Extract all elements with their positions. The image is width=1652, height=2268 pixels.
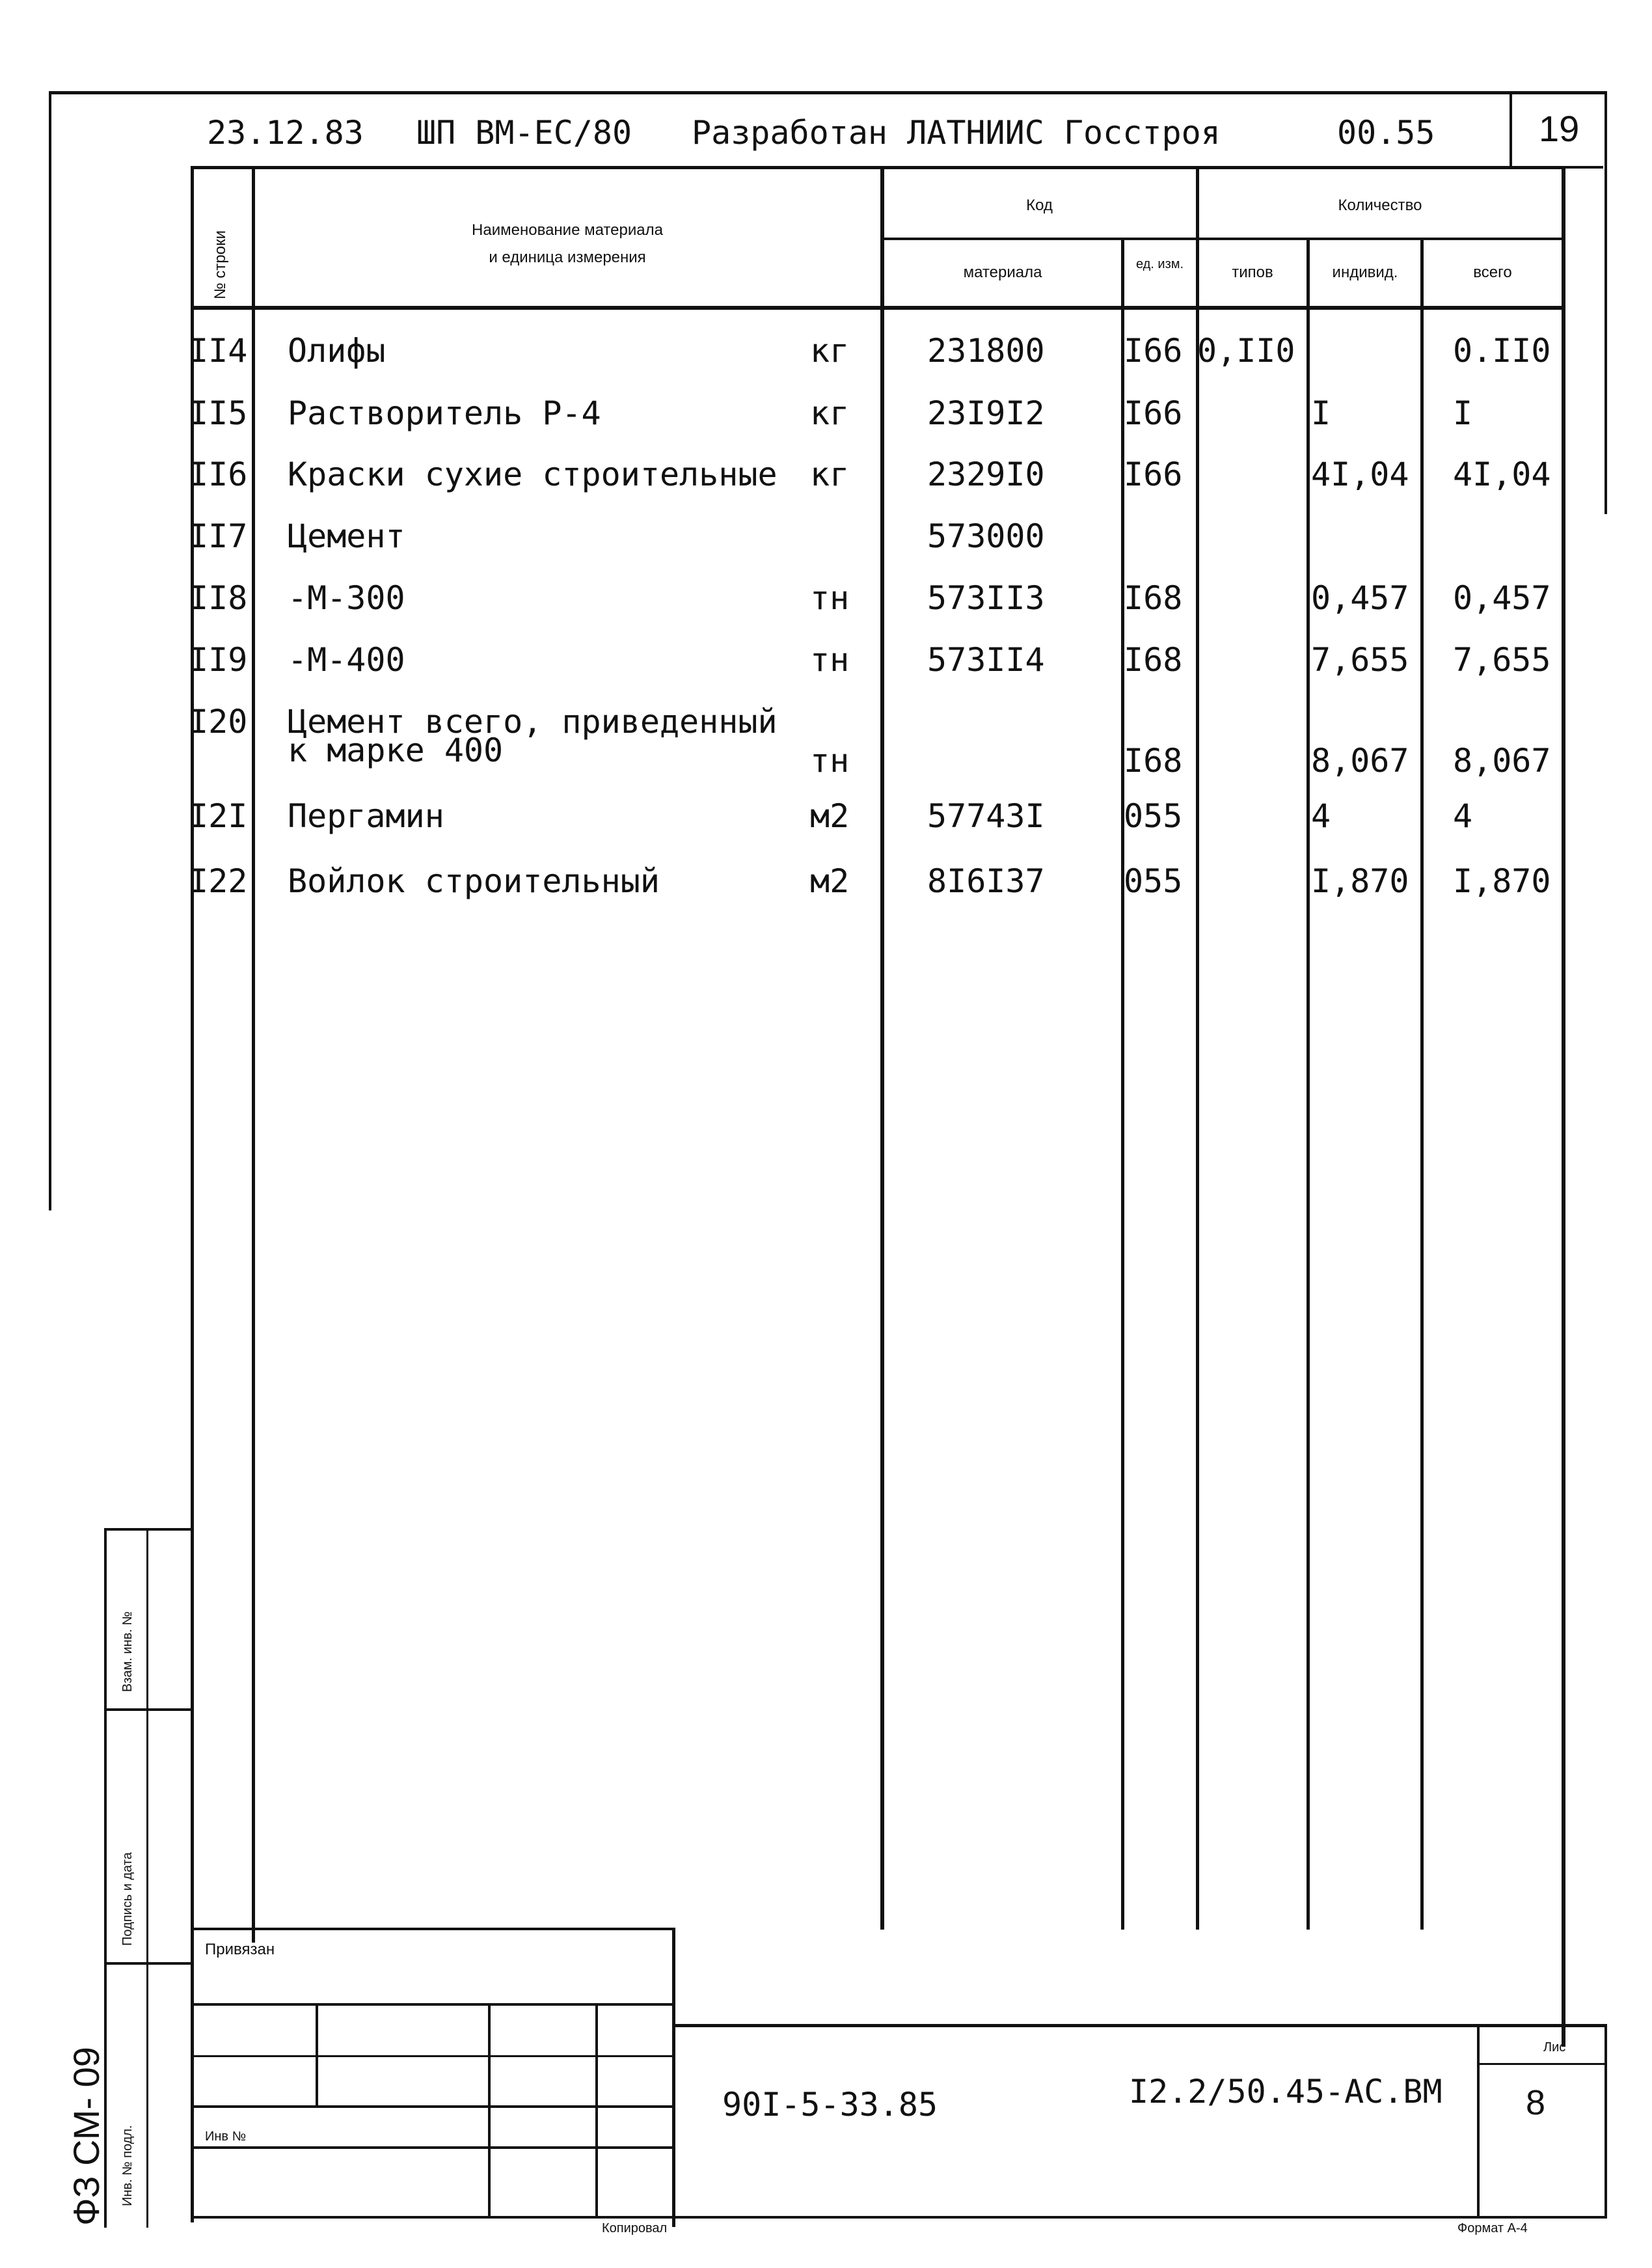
stamp-sheet-left xyxy=(1477,2024,1480,2218)
col-qty-ind-header: индивид. xyxy=(1332,264,1398,281)
row-number: I20 xyxy=(189,703,248,741)
header-system: ШП ВМ-ЕС/80 xyxy=(416,114,632,152)
frame-left-outer xyxy=(49,91,51,1210)
row-unit: тн xyxy=(810,579,850,617)
frame-right-outer xyxy=(1605,91,1607,514)
stamp-grid-h1 xyxy=(192,2003,673,2006)
row-qty-total: 4 xyxy=(1453,797,1473,835)
row-number: II4 xyxy=(189,332,248,370)
stamp-main-bottom xyxy=(192,2216,1607,2219)
row-material-code: 573000 xyxy=(927,517,1045,555)
row-material-code: 23I9I2 xyxy=(927,394,1045,432)
row-material-name: Цемент всего, приведенный xyxy=(288,703,778,741)
col-line-4 xyxy=(1196,166,1199,1930)
row-qty-ind: 0,457 xyxy=(1311,579,1409,617)
row-number: II6 xyxy=(189,456,248,493)
row-qty-total: 0.II0 xyxy=(1453,332,1551,370)
side-mid-line xyxy=(146,1528,148,2228)
header-date: 23.12.83 xyxy=(207,114,364,152)
row-qty-total: I,870 xyxy=(1453,862,1551,900)
row-material-name: -М-400 xyxy=(288,641,405,679)
row-material-name: Войлок строительный xyxy=(288,862,660,900)
table-header-bottom xyxy=(192,306,1565,310)
stamp-sheet-mid xyxy=(1477,2063,1607,2065)
col-line-7 xyxy=(1562,166,1565,2047)
row-qty-ind: I xyxy=(1311,394,1331,432)
stamp-grid-h2 xyxy=(192,2055,673,2057)
row-unit: кг xyxy=(810,394,850,432)
row-unit-code: I66 xyxy=(1124,456,1183,493)
row-number: II8 xyxy=(189,579,248,617)
stamp-copied: Копировал xyxy=(602,2221,668,2235)
col-qty-total-header: всего xyxy=(1473,264,1512,281)
row-unit: тн xyxy=(810,742,850,780)
row-qty-ind: 4 xyxy=(1311,797,1331,835)
stamp-inv-no: Инв № xyxy=(205,2129,247,2144)
row-material-code: 8I6I37 xyxy=(927,862,1045,900)
table-top-line xyxy=(192,166,1565,169)
stamp-code: ФЗ СМ- 09 xyxy=(66,2047,107,2226)
page-number: 19 xyxy=(1539,108,1580,149)
row-unit-code: I68 xyxy=(1124,742,1183,780)
row-material-name: Цемент xyxy=(288,517,405,555)
stamp-grid-v1 xyxy=(316,2003,318,2107)
col-qty-typ-header: типов xyxy=(1232,264,1273,281)
row-material-name: -М-300 xyxy=(288,579,405,617)
stamp-doc-code: 90I-5-33.85 xyxy=(722,2086,938,2124)
row-material-name: Пергамин xyxy=(288,797,444,835)
row-qty-typ: 0,II0 xyxy=(1197,332,1295,370)
row-unit-code: 055 xyxy=(1124,797,1183,835)
header-code: 00.55 xyxy=(1337,114,1435,152)
stamp-linked-top xyxy=(192,1928,673,1930)
row-unit: кг xyxy=(810,332,850,370)
row-qty-total: 4I,04 xyxy=(1453,456,1551,493)
row-unit-code: I68 xyxy=(1124,641,1183,679)
header-developer: Разработан ЛАТНИИС Госстроя xyxy=(692,114,1221,152)
row-material-name: Олифы xyxy=(288,332,386,370)
stamp-sheet-no: 8 xyxy=(1526,2083,1546,2122)
row-qty-total: 7,655 xyxy=(1453,641,1551,679)
stamp-grid-h3 xyxy=(192,2105,673,2108)
col-code-unit-header: ед. изм. xyxy=(1135,257,1184,271)
row-qty-total: 0,457 xyxy=(1453,579,1551,617)
row-unit: м2 xyxy=(810,862,850,900)
row-material-code: 2329I0 xyxy=(927,456,1045,493)
row-number: II7 xyxy=(189,517,248,555)
row-unit: м2 xyxy=(810,797,850,835)
row-qty-total: 8,067 xyxy=(1453,742,1551,780)
row-qty-ind: 4I,04 xyxy=(1311,456,1409,493)
col-line-5 xyxy=(1307,238,1310,1930)
stamp-grid-h4 xyxy=(192,2146,673,2149)
stamp-linked-right xyxy=(672,1928,675,2227)
row-material-code: 573II4 xyxy=(927,641,1045,679)
row-material-name: Растворитель Р-4 xyxy=(288,394,601,432)
stamp-main-right xyxy=(1605,2024,1607,2218)
top-border xyxy=(49,91,1607,94)
stamp-main-top xyxy=(673,2024,1607,2027)
stamp-grid-v3 xyxy=(595,2003,598,2218)
stamp-linked-label: Привязан xyxy=(205,1941,275,1958)
row-unit: кг xyxy=(810,456,850,493)
row-number: II9 xyxy=(189,641,248,679)
col-qty-header: Количество xyxy=(1338,197,1422,214)
row-unit: тн xyxy=(810,641,850,679)
row-material-code: 57743I xyxy=(927,797,1045,835)
row-qty-ind: I,870 xyxy=(1311,862,1409,900)
row-qty-ind: 7,655 xyxy=(1311,641,1409,679)
row-qty-total: I xyxy=(1453,394,1473,432)
col-line-6 xyxy=(1420,238,1424,1930)
stamp-grid-v2 xyxy=(488,2003,491,2218)
row-unit-code: I68 xyxy=(1124,579,1183,617)
side-inv-orig: Инв. № подл. xyxy=(120,2125,135,2206)
col-line-1 xyxy=(252,166,255,1943)
row-qty-ind: 8,067 xyxy=(1311,742,1409,780)
row-unit-code: I66 xyxy=(1124,394,1183,432)
col-line-2 xyxy=(880,166,884,1930)
col-row-no-header: № строки xyxy=(211,230,229,299)
stamp-sheet-label: Лис xyxy=(1543,2040,1566,2055)
stamp-format: Формат А-4 xyxy=(1457,2221,1528,2235)
col-code-material-header: материала xyxy=(963,264,1042,281)
col-name-header-2: и единица измерения xyxy=(489,249,646,266)
row-unit-code: 055 xyxy=(1124,862,1183,900)
side-vzam: Взам. инв. № xyxy=(120,1611,135,1692)
side-sign-date: Подпись и дата xyxy=(120,1852,135,1946)
row-material-code: 573II3 xyxy=(927,579,1045,617)
row-material-name-line2: к марке 400 xyxy=(288,731,504,769)
row-number: I2I xyxy=(189,797,248,835)
row-material-name: Краски сухие строительные xyxy=(288,456,778,493)
table-subheader-line xyxy=(882,238,1565,240)
col-code-header: Код xyxy=(1026,197,1053,214)
stamp-doc-ref: I2.2/50.45-АС.ВМ xyxy=(1129,2073,1442,2111)
row-number: II5 xyxy=(189,394,248,432)
row-material-code: 231800 xyxy=(927,332,1045,370)
row-unit-code: I66 xyxy=(1124,332,1183,370)
col-name-header-1: Наименование материала xyxy=(472,221,663,239)
row-number: I22 xyxy=(189,862,248,900)
